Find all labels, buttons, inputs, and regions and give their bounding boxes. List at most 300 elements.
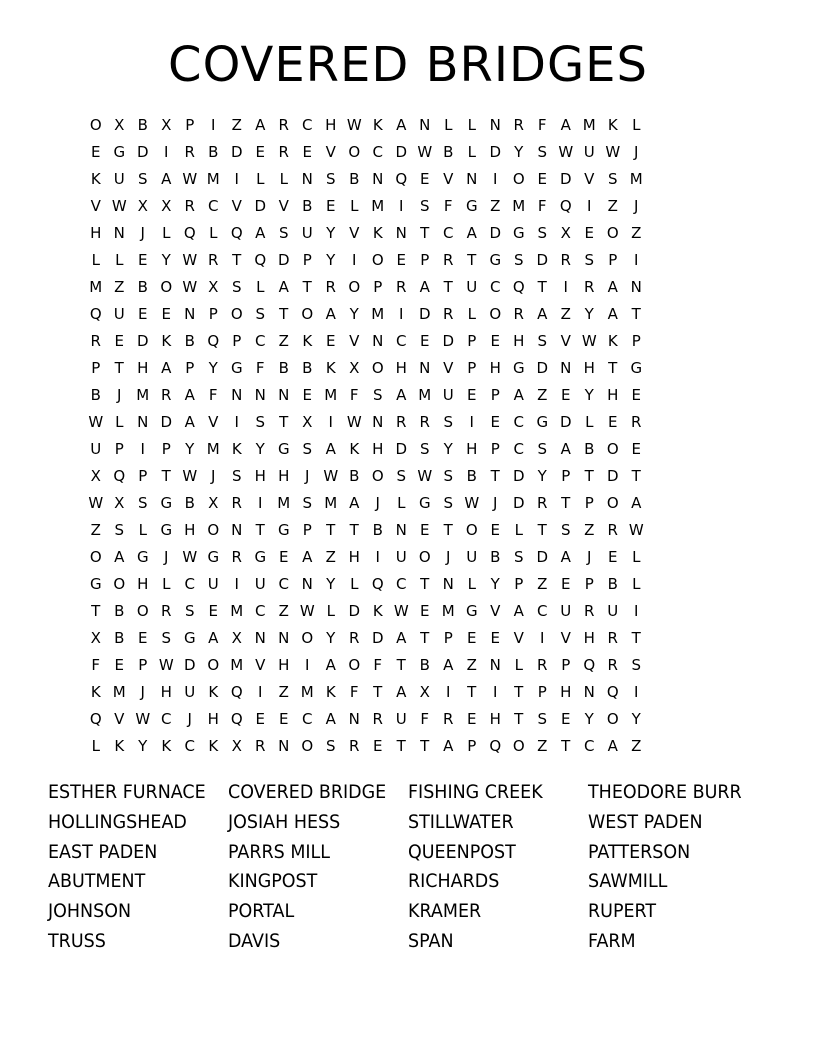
grid-letter[interactable]: M xyxy=(300,683,314,701)
grid-letter[interactable]: X xyxy=(419,683,430,701)
grid-letter[interactable]: K xyxy=(208,683,219,701)
grid-letter[interactable]: I xyxy=(587,197,592,215)
grid-letter[interactable]: N xyxy=(489,656,501,674)
grid-letter[interactable]: A xyxy=(396,683,407,701)
grid-letter[interactable]: M xyxy=(230,602,244,620)
grid-letter[interactable]: Y xyxy=(584,710,594,728)
grid-letter[interactable]: C xyxy=(513,440,524,458)
grid-letter[interactable]: D xyxy=(230,143,243,161)
grid-letter[interactable]: S xyxy=(184,602,195,620)
grid-letter[interactable]: Q xyxy=(606,683,619,701)
grid-letter[interactable]: U xyxy=(184,683,196,701)
grid-letter[interactable]: V xyxy=(278,197,289,215)
grid-letter[interactable]: T xyxy=(279,305,289,323)
grid-letter[interactable]: K xyxy=(325,359,336,377)
grid-letter[interactable]: O xyxy=(418,548,431,566)
grid-letter[interactable]: S xyxy=(325,737,336,755)
grid-letter[interactable]: E xyxy=(561,386,571,404)
grid-letter[interactable]: E xyxy=(561,710,571,728)
grid-letter[interactable]: N xyxy=(442,575,454,593)
grid-letter[interactable]: J xyxy=(375,494,380,512)
grid-letter[interactable]: T xyxy=(279,413,289,431)
grid-letter[interactable]: E xyxy=(420,521,430,539)
grid-letter[interactable]: F xyxy=(420,710,430,728)
grid-letter[interactable]: C xyxy=(396,332,407,350)
grid-letter[interactable]: C xyxy=(255,602,266,620)
grid-letter[interactable]: L xyxy=(115,251,124,269)
grid-letter[interactable]: J xyxy=(493,494,498,512)
grid-letter[interactable]: C xyxy=(537,602,548,620)
grid-letter[interactable]: T xyxy=(396,656,406,674)
grid-letter[interactable]: E xyxy=(326,332,336,350)
grid-letter[interactable]: X xyxy=(560,224,571,242)
grid-letter[interactable]: N xyxy=(466,170,478,188)
grid-letter[interactable]: W xyxy=(464,494,480,512)
grid-letter[interactable]: S xyxy=(325,170,336,188)
grid-letter[interactable]: R xyxy=(537,656,548,674)
grid-letter[interactable]: O xyxy=(606,494,619,512)
grid-letter[interactable]: T xyxy=(420,224,430,242)
grid-letter[interactable]: I xyxy=(258,683,263,701)
grid-letter[interactable]: W xyxy=(346,413,362,431)
grid-letter[interactable]: L xyxy=(585,413,594,431)
grid-letter[interactable]: A xyxy=(419,278,430,296)
grid-letter[interactable]: A xyxy=(114,548,125,566)
grid-letter[interactable]: M xyxy=(441,602,455,620)
grid-letter[interactable]: K xyxy=(607,332,618,350)
grid-letter[interactable]: F xyxy=(349,386,359,404)
grid-letter[interactable]: K xyxy=(372,602,383,620)
grid-letter[interactable]: H xyxy=(184,521,196,539)
grid-letter[interactable]: D xyxy=(136,332,149,350)
grid-letter[interactable]: T xyxy=(373,683,383,701)
grid-letter[interactable]: G xyxy=(113,143,126,161)
grid-letter[interactable]: Z xyxy=(631,224,642,242)
grid-letter[interactable]: V xyxy=(443,359,454,377)
grid-letter[interactable]: D xyxy=(559,413,572,431)
grid-letter[interactable]: I xyxy=(328,413,333,431)
grid-letter[interactable]: Y xyxy=(185,440,195,458)
grid-letter[interactable]: E xyxy=(161,305,171,323)
grid-letter[interactable]: N xyxy=(254,386,266,404)
grid-letter[interactable]: L xyxy=(467,305,476,323)
grid-letter[interactable]: P xyxy=(208,305,218,323)
grid-letter[interactable]: T xyxy=(443,278,453,296)
grid-letter[interactable]: J xyxy=(634,197,639,215)
grid-letter[interactable]: T xyxy=(561,494,571,512)
grid-letter[interactable]: A xyxy=(161,170,172,188)
grid-letter[interactable]: O xyxy=(160,278,173,296)
grid-letter[interactable]: Y xyxy=(326,629,336,647)
grid-letter[interactable]: E xyxy=(608,548,618,566)
grid-letter[interactable]: S xyxy=(114,521,125,539)
grid-letter[interactable]: S xyxy=(278,224,289,242)
grid-letter[interactable]: R xyxy=(278,116,289,134)
grid-letter[interactable]: O xyxy=(371,467,384,485)
grid-letter[interactable]: K xyxy=(607,116,618,134)
grid-letter[interactable]: N xyxy=(254,629,266,647)
grid-letter[interactable]: Z xyxy=(466,656,477,674)
grid-letter[interactable]: X xyxy=(208,494,219,512)
grid-letter[interactable]: Z xyxy=(607,197,618,215)
grid-letter[interactable]: N xyxy=(137,413,149,431)
grid-letter[interactable]: A xyxy=(302,548,313,566)
grid-letter[interactable]: P xyxy=(584,575,594,593)
grid-letter[interactable]: A xyxy=(325,656,336,674)
grid-letter[interactable]: E xyxy=(420,332,430,350)
grid-letter[interactable]: L xyxy=(397,494,406,512)
grid-letter[interactable]: Z xyxy=(278,602,289,620)
grid-letter[interactable]: W xyxy=(393,602,409,620)
grid-letter[interactable]: Q xyxy=(512,278,525,296)
grid-letter[interactable]: P xyxy=(584,494,594,512)
grid-letter[interactable]: I xyxy=(446,683,451,701)
grid-letter[interactable]: T xyxy=(561,737,571,755)
grid-letter[interactable]: P xyxy=(138,656,148,674)
grid-letter[interactable]: U xyxy=(466,548,478,566)
grid-letter[interactable]: M xyxy=(324,494,338,512)
grid-letter[interactable]: Q xyxy=(89,305,102,323)
grid-letter[interactable]: T xyxy=(608,359,618,377)
grid-letter[interactable]: A xyxy=(278,278,289,296)
grid-letter[interactable]: L xyxy=(514,656,523,674)
grid-letter[interactable]: P xyxy=(232,332,242,350)
grid-letter[interactable]: V xyxy=(349,224,360,242)
grid-letter[interactable]: A xyxy=(513,602,524,620)
grid-letter[interactable]: I xyxy=(352,251,357,269)
grid-letter[interactable]: A xyxy=(560,548,571,566)
grid-letter[interactable]: P xyxy=(185,359,195,377)
grid-letter[interactable]: I xyxy=(634,251,639,269)
grid-letter[interactable]: E xyxy=(490,521,500,539)
grid-letter[interactable]: R xyxy=(231,494,242,512)
grid-letter[interactable]: A xyxy=(443,737,454,755)
grid-letter[interactable]: L xyxy=(632,575,641,593)
grid-letter[interactable]: Z xyxy=(278,332,289,350)
grid-letter[interactable]: W xyxy=(628,521,644,539)
grid-letter[interactable]: U xyxy=(395,548,407,566)
grid-letter[interactable]: B xyxy=(278,359,289,377)
grid-letter[interactable]: P xyxy=(161,440,171,458)
grid-letter[interactable]: V xyxy=(325,143,336,161)
grid-letter[interactable]: G xyxy=(89,575,102,593)
grid-letter[interactable]: C xyxy=(443,224,454,242)
grid-letter[interactable]: H xyxy=(137,359,149,377)
grid-letter[interactable]: H xyxy=(372,440,384,458)
grid-letter[interactable]: T xyxy=(232,251,242,269)
grid-letter[interactable]: O xyxy=(113,575,126,593)
grid-letter[interactable]: M xyxy=(112,683,126,701)
grid-letter[interactable]: Z xyxy=(537,386,548,404)
grid-letter[interactable]: X xyxy=(349,359,360,377)
grid-letter[interactable]: F xyxy=(537,197,547,215)
grid-letter[interactable]: R xyxy=(607,656,618,674)
grid-letter[interactable]: Y xyxy=(443,440,453,458)
grid-letter[interactable]: V xyxy=(114,710,125,728)
grid-letter[interactable]: R xyxy=(184,197,195,215)
grid-letter[interactable]: N xyxy=(231,386,243,404)
grid-letter[interactable]: C xyxy=(396,575,407,593)
grid-letter[interactable]: R xyxy=(161,602,172,620)
grid-letter[interactable]: P xyxy=(467,737,477,755)
grid-letter[interactable]: A xyxy=(184,386,195,404)
grid-letter[interactable]: E xyxy=(608,413,618,431)
grid-letter[interactable]: R xyxy=(513,116,524,134)
grid-letter[interactable]: N xyxy=(372,332,384,350)
grid-letter[interactable]: B xyxy=(419,656,430,674)
grid-letter[interactable]: S xyxy=(137,494,148,512)
grid-letter[interactable]: S xyxy=(302,440,313,458)
grid-letter[interactable]: A xyxy=(607,278,618,296)
grid-letter[interactable]: H xyxy=(513,332,525,350)
grid-letter[interactable]: D xyxy=(606,467,619,485)
grid-letter[interactable]: F xyxy=(349,683,359,701)
grid-letter[interactable]: R xyxy=(584,602,595,620)
grid-letter[interactable]: Y xyxy=(514,143,524,161)
grid-letter[interactable]: R xyxy=(560,251,571,269)
grid-letter[interactable]: O xyxy=(301,737,314,755)
grid-letter[interactable]: S xyxy=(607,170,618,188)
grid-letter[interactable]: E xyxy=(91,143,101,161)
grid-letter[interactable]: G xyxy=(277,440,290,458)
grid-letter[interactable]: X xyxy=(231,737,242,755)
grid-letter[interactable]: H xyxy=(583,359,595,377)
grid-letter[interactable]: Q xyxy=(583,656,596,674)
grid-letter[interactable]: O xyxy=(89,548,102,566)
grid-letter[interactable]: W xyxy=(135,710,151,728)
grid-letter[interactable]: R xyxy=(90,332,101,350)
grid-letter[interactable]: E xyxy=(114,656,124,674)
grid-letter[interactable]: W xyxy=(158,656,174,674)
grid-letter[interactable]: I xyxy=(634,602,639,620)
grid-letter[interactable]: I xyxy=(493,170,498,188)
grid-letter[interactable]: H xyxy=(348,548,360,566)
grid-letter[interactable]: P xyxy=(608,251,618,269)
grid-letter[interactable]: S xyxy=(584,251,595,269)
grid-letter[interactable]: S xyxy=(231,467,242,485)
grid-letter[interactable]: H xyxy=(325,116,337,134)
grid-letter[interactable]: U xyxy=(113,305,125,323)
grid-letter[interactable]: L xyxy=(91,251,100,269)
grid-letter[interactable]: W xyxy=(417,467,433,485)
grid-letter[interactable]: A xyxy=(325,440,336,458)
grid-letter[interactable]: E xyxy=(467,629,477,647)
grid-letter[interactable]: A xyxy=(560,116,571,134)
grid-letter[interactable]: L xyxy=(350,575,359,593)
grid-letter[interactable]: N xyxy=(278,737,290,755)
grid-letter[interactable]: P xyxy=(373,278,383,296)
grid-letter[interactable]: E xyxy=(326,197,336,215)
grid-letter[interactable]: O xyxy=(136,602,149,620)
grid-letter[interactable]: E xyxy=(373,737,383,755)
grid-letter[interactable]: P xyxy=(138,467,148,485)
grid-letter[interactable]: U xyxy=(607,602,619,620)
grid-letter[interactable]: R xyxy=(631,413,642,431)
grid-letter[interactable]: T xyxy=(302,278,312,296)
grid-letter[interactable]: E xyxy=(490,332,500,350)
grid-letter[interactable]: X xyxy=(90,629,101,647)
grid-letter[interactable]: T xyxy=(537,278,547,296)
grid-letter[interactable]: B xyxy=(114,602,125,620)
grid-letter[interactable]: M xyxy=(418,386,432,404)
grid-letter[interactable]: N xyxy=(348,710,360,728)
grid-letter[interactable]: L xyxy=(467,143,476,161)
grid-letter[interactable]: E xyxy=(420,602,430,620)
grid-letter[interactable]: N xyxy=(419,359,431,377)
grid-letter[interactable]: E xyxy=(302,143,312,161)
grid-letter[interactable]: T xyxy=(91,602,101,620)
grid-letter[interactable]: W xyxy=(182,467,198,485)
grid-letter[interactable]: U xyxy=(207,575,219,593)
grid-letter[interactable]: D xyxy=(489,224,502,242)
grid-letter[interactable]: O xyxy=(371,251,384,269)
grid-letter[interactable]: N xyxy=(489,116,501,134)
grid-letter[interactable]: T xyxy=(631,629,641,647)
grid-letter[interactable]: K xyxy=(90,683,101,701)
grid-letter[interactable]: L xyxy=(91,737,100,755)
grid-letter[interactable]: R xyxy=(255,737,266,755)
grid-letter[interactable]: Z xyxy=(560,305,571,323)
grid-letter[interactable]: T xyxy=(326,521,336,539)
grid-letter[interactable]: D xyxy=(442,332,455,350)
grid-letter[interactable]: C xyxy=(302,116,313,134)
grid-letter[interactable]: E xyxy=(302,386,312,404)
grid-letter[interactable]: R xyxy=(396,278,407,296)
grid-letter[interactable]: S xyxy=(443,467,454,485)
grid-letter[interactable]: V xyxy=(255,656,266,674)
grid-letter[interactable]: K xyxy=(349,440,360,458)
grid-letter[interactable]: F xyxy=(373,656,383,674)
grid-letter[interactable]: H xyxy=(583,629,595,647)
grid-letter[interactable]: A xyxy=(466,224,477,242)
grid-letter[interactable]: R xyxy=(372,710,383,728)
grid-letter[interactable]: Y xyxy=(326,575,336,593)
grid-letter[interactable]: C xyxy=(278,575,289,593)
grid-letter[interactable]: R xyxy=(278,143,289,161)
grid-letter[interactable]: S xyxy=(372,386,383,404)
grid-letter[interactable]: P xyxy=(185,116,195,134)
grid-letter[interactable]: N xyxy=(301,575,313,593)
grid-letter[interactable]: I xyxy=(634,683,639,701)
grid-letter[interactable]: K xyxy=(90,170,101,188)
grid-letter[interactable]: D xyxy=(512,467,525,485)
grid-letter[interactable]: P xyxy=(561,467,571,485)
grid-letter[interactable]: J xyxy=(211,467,216,485)
grid-letter[interactable]: E xyxy=(255,143,265,161)
grid-letter[interactable]: R xyxy=(161,386,172,404)
grid-letter[interactable]: I xyxy=(140,440,145,458)
grid-letter[interactable]: B xyxy=(137,278,148,296)
grid-letter[interactable]: C xyxy=(513,413,524,431)
grid-letter[interactable]: P xyxy=(561,656,571,674)
grid-letter[interactable]: Y xyxy=(138,737,148,755)
grid-letter[interactable]: O xyxy=(606,440,619,458)
grid-letter[interactable]: W xyxy=(581,332,597,350)
grid-letter[interactable]: N xyxy=(184,305,196,323)
grid-letter[interactable]: T xyxy=(349,521,359,539)
grid-letter[interactable]: M xyxy=(371,305,385,323)
grid-letter[interactable]: R xyxy=(607,629,618,647)
grid-letter[interactable]: U xyxy=(466,278,478,296)
grid-letter[interactable]: P xyxy=(114,440,124,458)
grid-letter[interactable]: M xyxy=(324,386,338,404)
grid-letter[interactable]: P xyxy=(490,386,500,404)
grid-letter[interactable]: U xyxy=(90,440,102,458)
grid-letter[interactable]: W xyxy=(323,467,339,485)
grid-letter[interactable]: P xyxy=(467,359,477,377)
grid-letter[interactable]: S xyxy=(537,440,548,458)
grid-letter[interactable]: H xyxy=(489,359,501,377)
grid-letter[interactable]: X xyxy=(161,116,172,134)
grid-letter[interactable]: B xyxy=(607,575,618,593)
grid-letter[interactable]: B xyxy=(443,143,454,161)
grid-letter[interactable]: O xyxy=(207,521,220,539)
grid-letter[interactable]: D xyxy=(536,548,549,566)
grid-letter[interactable]: N xyxy=(301,170,313,188)
grid-letter[interactable]: G xyxy=(207,548,220,566)
grid-letter[interactable]: Q xyxy=(559,197,572,215)
grid-letter[interactable]: G xyxy=(630,359,643,377)
grid-letter[interactable]: A xyxy=(607,305,618,323)
grid-letter[interactable]: P xyxy=(467,332,477,350)
grid-letter[interactable]: Z xyxy=(537,575,548,593)
grid-letter[interactable]: P xyxy=(302,521,312,539)
grid-letter[interactable]: I xyxy=(234,170,239,188)
grid-letter[interactable]: K xyxy=(231,440,242,458)
grid-letter[interactable]: D xyxy=(559,170,572,188)
grid-letter[interactable]: I xyxy=(375,548,380,566)
grid-letter[interactable]: G xyxy=(160,494,173,512)
grid-letter[interactable]: P xyxy=(631,332,641,350)
grid-letter[interactable]: A xyxy=(255,116,266,134)
grid-letter[interactable]: S xyxy=(419,440,430,458)
grid-letter[interactable]: V xyxy=(90,197,101,215)
grid-letter[interactable]: L xyxy=(256,170,265,188)
grid-letter[interactable]: B xyxy=(114,629,125,647)
grid-letter[interactable]: M xyxy=(206,440,220,458)
grid-letter[interactable]: M xyxy=(230,656,244,674)
grid-letter[interactable]: H xyxy=(160,683,172,701)
grid-letter[interactable]: I xyxy=(540,629,545,647)
grid-letter[interactable]: N xyxy=(419,116,431,134)
grid-letter[interactable]: Z xyxy=(325,548,336,566)
grid-letter[interactable]: Y xyxy=(537,467,547,485)
grid-letter[interactable]: J xyxy=(140,224,145,242)
grid-letter[interactable]: T xyxy=(631,305,641,323)
grid-letter[interactable]: V xyxy=(208,413,219,431)
grid-letter[interactable]: A xyxy=(349,494,360,512)
grid-letter[interactable]: B xyxy=(372,521,383,539)
grid-letter[interactable]: A xyxy=(537,305,548,323)
grid-letter[interactable]: V xyxy=(560,629,571,647)
grid-letter[interactable]: V xyxy=(513,629,524,647)
grid-letter[interactable]: N xyxy=(231,521,243,539)
grid-letter[interactable]: U xyxy=(254,575,266,593)
grid-letter[interactable]: X xyxy=(161,197,172,215)
grid-letter[interactable]: E xyxy=(138,251,148,269)
grid-letter[interactable]: N xyxy=(372,413,384,431)
grid-letter[interactable]: C xyxy=(372,143,383,161)
grid-letter[interactable]: E xyxy=(255,710,265,728)
grid-letter[interactable]: S xyxy=(537,143,548,161)
grid-letter[interactable]: O xyxy=(465,521,478,539)
grid-letter[interactable]: R xyxy=(184,143,195,161)
grid-letter[interactable]: D xyxy=(536,251,549,269)
grid-letter[interactable]: F xyxy=(91,656,101,674)
grid-letter[interactable]: N xyxy=(560,359,572,377)
grid-letter[interactable]: H xyxy=(137,575,149,593)
grid-letter[interactable]: Z xyxy=(278,683,289,701)
